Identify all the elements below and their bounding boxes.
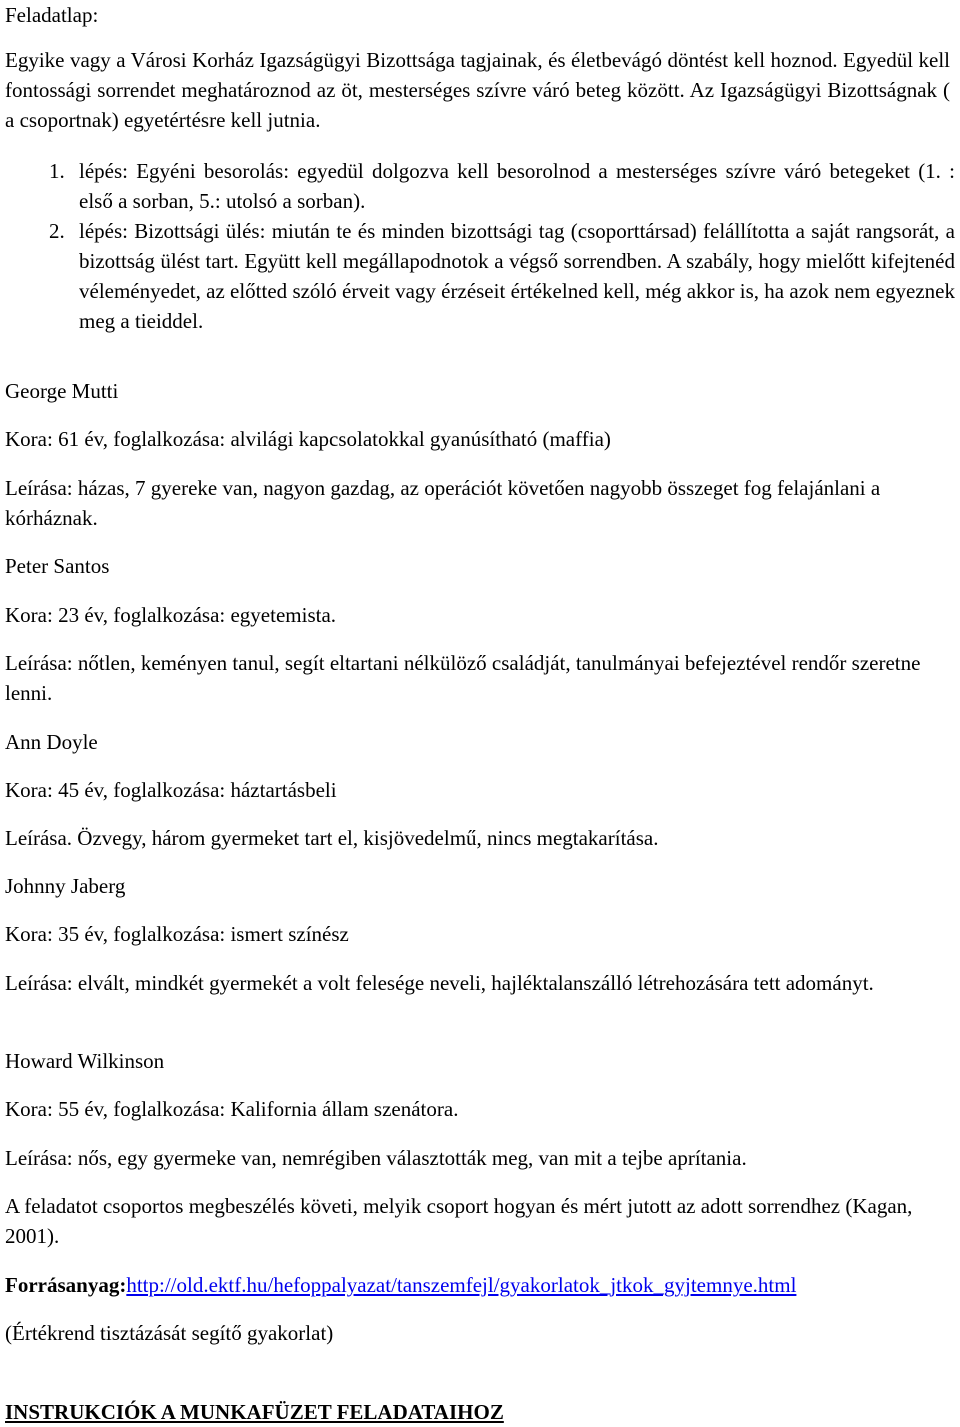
source-label: Forrásanyag: bbox=[5, 1273, 127, 1297]
patient-age: Kora: 35 év, foglalkozása: ismert színész bbox=[5, 922, 349, 946]
note-line: (Értékrend tisztázását segítő gyakorlat) bbox=[5, 1321, 334, 1345]
source-line bbox=[5, 1270, 950, 1300]
patient-description: Leírása: nőtlen, keményen tanul, segít eltartani nélkülöző családját, tanulmányai befejeztével rendőr szeretne lenni. bbox=[5, 651, 921, 705]
patient-description: Leírása: elvált, mindkét gyermekét a volt felesége neveli, hajléktalanszálló létrehozására tett adományt. bbox=[5, 971, 874, 995]
patient-age: Kora: 55 év, foglalkozása: Kalifornia állam szenátora. bbox=[5, 1097, 459, 1121]
step-number: 2. bbox=[49, 219, 65, 243]
intro-paragraph: Egyike vagy a Városi Korház Igazságügyi Bizottsága tagjainak, és életbevágó döntést kell hoznod. Egyedül kell fontossági sorrendet meghatároznod az öt, mesterséges szívre váró beteg között. Az Igazságügyi Bizottságnak ( a csoportnak) egyetértésre kell jutnia. bbox=[5, 48, 950, 132]
patient-age: Kora: 61 év, foglalkozása: alvilági kapcsolatokkal gyanúsítható (maffia) bbox=[5, 427, 611, 451]
steps-list bbox=[49, 156, 955, 336]
patient-age: Kora: 45 év, foglalkozása: háztartásbeli bbox=[5, 778, 337, 802]
patient-name: George Mutti bbox=[5, 379, 119, 403]
patient-name: Howard Wilkinson bbox=[5, 1049, 165, 1073]
step-number: 1. bbox=[49, 159, 65, 183]
patient-description: Leírása: nős, egy gyermeke van, nemrégiben választották meg, van mit a tejbe aprítania. bbox=[5, 1146, 747, 1170]
patient-name: Johnny Jaberg bbox=[5, 874, 126, 898]
section-heading: INSTRUKCIÓK A MUNKAFÜZET FELADATAIHOZ bbox=[5, 1400, 504, 1424]
step-text: lépés: Bizottsági ülés: miután te és minden bizottsági tag (csoporttársad) felállította a saját rangsorát, a bizottság ülést tart. Együtt kell megállapodnotok a végső sorrendben. A szabály, hogy mielőtt kifejtenéd véleményedet, az előtted szóló érveit vagy érzéseit értékelned kell, még akkor is, ha azok nem egyeznek meg a tieiddel. bbox=[79, 219, 955, 333]
closing-paragraph: A feladatot csoportos megbeszélés követi, melyik csoport hogyan és mért jutott az adott sorrendhez (Kagan, 2001). bbox=[5, 1194, 913, 1248]
source-link[interactable]: http://old.ektf.hu/hefoppalyazat/tanszemfejl/gyakorlatok_jtkok_gyjtemnye.html bbox=[126, 1273, 797, 1297]
patient-description: Leírása: házas, 7 gyereke van, nagyon gazdag, az operációt követően nagyobb összeget fog felajánlani a kórháznak. bbox=[5, 476, 881, 530]
patient-age: Kora: 23 év, foglalkozása: egyetemista. bbox=[5, 603, 337, 627]
patient-description: Leírása. Özvegy, három gyermeket tart el, kisjövedelmű, nincs megtakarítása. bbox=[5, 826, 659, 850]
patient-name: Ann Doyle bbox=[5, 730, 98, 754]
patient-name: Peter Santos bbox=[5, 554, 110, 578]
step-item bbox=[49, 216, 955, 336]
step-item bbox=[49, 156, 955, 216]
step-text: lépés: Egyéni besorolás: egyedül dolgozva kell besorolnod a mesterséges szívre váró betegeket (1. : első a sorban, 5.: utolsó a sorban). bbox=[79, 159, 955, 213]
page-title: Feladatlap: bbox=[5, 3, 99, 27]
